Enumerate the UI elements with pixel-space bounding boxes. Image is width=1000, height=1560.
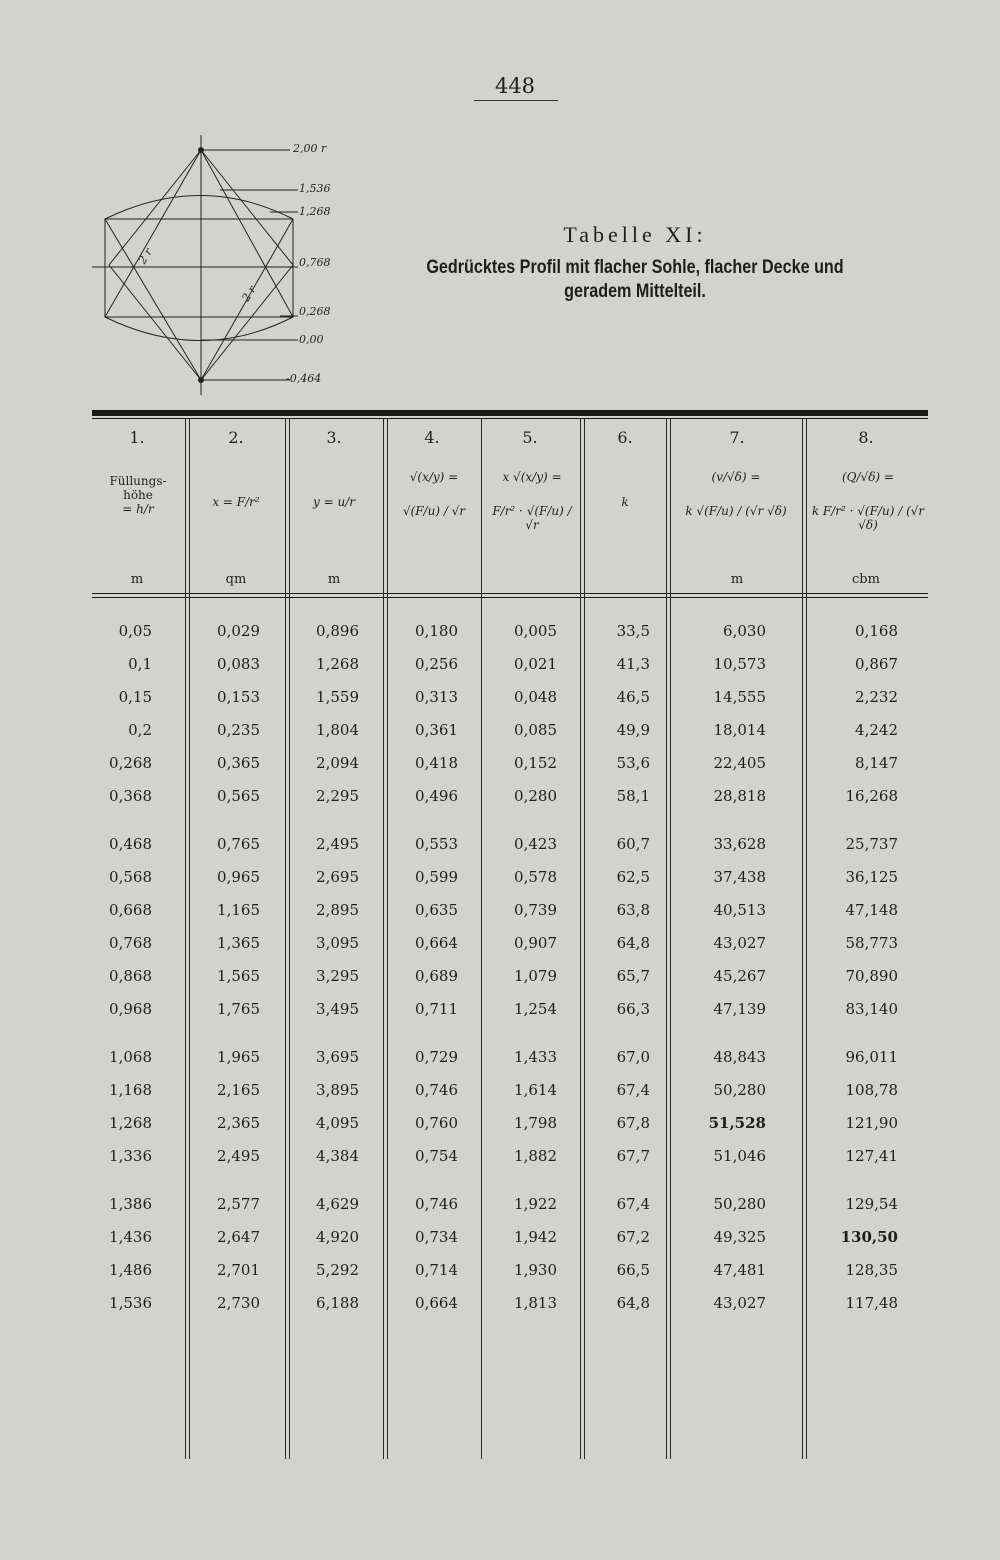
table-cell: 1,614 <box>514 1081 557 1099</box>
table-row-label: 0,2 <box>128 721 152 739</box>
table-cell: 0,153 <box>217 688 260 706</box>
table-subtitle-line: Gedrücktes Profil mit flacher Sohle, flacher Decke und <box>426 257 844 278</box>
table-cell: 8,147 <box>855 754 898 772</box>
table-cell: 67,8 <box>616 1114 650 1132</box>
table-cell: 0,365 <box>217 754 260 772</box>
column-header: x = F/r² <box>212 495 260 509</box>
table-cell: 0,256 <box>415 655 458 673</box>
table-cell: 2,730 <box>217 1294 260 1312</box>
table-cell: 3,495 <box>316 1000 359 1018</box>
table-row-label: 0,05 <box>118 622 152 640</box>
table-row-label: 1,336 <box>109 1147 152 1165</box>
table-cell: 47,148 <box>845 901 898 919</box>
diagram-label: 1,536 <box>299 182 331 195</box>
table-cell: 0,664 <box>415 934 458 952</box>
table-cell: 0,280 <box>514 787 557 805</box>
table-cell: 51,528 <box>708 1114 766 1132</box>
table-cell: 67,4 <box>616 1195 650 1213</box>
table-row-label: 0,668 <box>109 901 152 919</box>
table-cell: 1,254 <box>514 1000 557 1018</box>
table-cell: 62,5 <box>616 868 650 886</box>
profile-diagram <box>80 130 360 400</box>
table-cell: 1,922 <box>514 1195 557 1213</box>
table-row-label: 0,1 <box>128 655 152 673</box>
table-cell: 2,232 <box>855 688 898 706</box>
column-number: 5. <box>522 428 538 447</box>
table-cell: 1,565 <box>217 967 260 985</box>
table-cell: 128,35 <box>845 1261 898 1279</box>
diagram-label: 0,268 <box>299 305 331 318</box>
table-cell: 47,481 <box>713 1261 766 1279</box>
table-cell: 43,027 <box>713 1294 766 1312</box>
table-cell: 36,125 <box>845 868 898 886</box>
column-unit: m <box>130 572 144 587</box>
table-cell: 1,268 <box>316 655 359 673</box>
table-cell: 0,867 <box>855 655 898 673</box>
table-row-label: 0,568 <box>109 868 152 886</box>
table-cell: 64,8 <box>616 1294 650 1312</box>
page-number: 448 <box>494 74 536 98</box>
table-cell: 0,005 <box>514 622 557 640</box>
table-cell: 0,553 <box>415 835 458 853</box>
table-cell: 2,495 <box>316 835 359 853</box>
table-cell: 0,746 <box>415 1081 458 1099</box>
table-cell: 0,085 <box>514 721 557 739</box>
table-cell: 0,496 <box>415 787 458 805</box>
table-cell: 49,325 <box>713 1228 766 1246</box>
table-row-label: 0,15 <box>118 688 152 706</box>
table-cell: 4,920 <box>316 1228 359 1246</box>
table-cell: 4,095 <box>316 1114 359 1132</box>
table-cell: 1,165 <box>217 901 260 919</box>
title-block <box>350 222 920 304</box>
table-cell: 0,021 <box>514 655 557 673</box>
table-row-label: 1,268 <box>109 1114 152 1132</box>
table-cell: 2,094 <box>316 754 359 772</box>
table-cell: 51,046 <box>713 1147 766 1165</box>
table-row-label: 0,268 <box>109 754 152 772</box>
table-cell: 0,729 <box>415 1048 458 1066</box>
table-row-label: 1,168 <box>109 1081 152 1099</box>
column-header: Füllungs- höhe = h/r <box>109 474 167 516</box>
table-cell: 0,734 <box>415 1228 458 1246</box>
table-cell: 66,3 <box>616 1000 650 1018</box>
diagram-label: 0,00 <box>299 333 324 346</box>
table-cell: 67,0 <box>616 1048 650 1066</box>
table-cell: 2,895 <box>316 901 359 919</box>
bottom-vertex <box>198 377 204 383</box>
table-row-label: 0,768 <box>109 934 152 952</box>
table-cell: 127,41 <box>845 1147 898 1165</box>
table-cell: 83,140 <box>845 1000 898 1018</box>
table-cell: 46,5 <box>616 688 650 706</box>
diagram-label: 1,268 <box>299 205 331 218</box>
column-header: y = u/r <box>313 495 355 509</box>
table-cell: 0,760 <box>415 1114 458 1132</box>
table-row-label: 1,068 <box>109 1048 152 1066</box>
table-cell: 53,6 <box>616 754 650 772</box>
top-vertex <box>198 147 204 153</box>
table-cell: 2,495 <box>217 1147 260 1165</box>
table-cell: 6,188 <box>316 1294 359 1312</box>
table-cell: 0,168 <box>855 622 898 640</box>
table-cell: 48,843 <box>713 1048 766 1066</box>
table-cell: 47,139 <box>713 1000 766 1018</box>
table-cell: 0,689 <box>415 967 458 985</box>
table-cell: 33,628 <box>713 835 766 853</box>
table-cell: 1,930 <box>514 1261 557 1279</box>
table-cell: 2,365 <box>217 1114 260 1132</box>
page-number-rule <box>474 100 558 101</box>
column-divider <box>670 419 671 1459</box>
table-cell: 70,890 <box>845 967 898 985</box>
table-cell: 121,90 <box>845 1114 898 1132</box>
column-unit: m <box>730 572 744 587</box>
table-cell: 0,896 <box>316 622 359 640</box>
table-cell: 0,765 <box>217 835 260 853</box>
table-cell: 0,048 <box>514 688 557 706</box>
table-cell: 66,5 <box>616 1261 650 1279</box>
table-cell: 50,280 <box>713 1081 766 1099</box>
table-cell: 1,365 <box>217 934 260 952</box>
table-cell: 67,4 <box>616 1081 650 1099</box>
table-row-label: 1,486 <box>109 1261 152 1279</box>
table-cell: 0,029 <box>217 622 260 640</box>
top-arc <box>105 196 293 220</box>
table-cell: 43,027 <box>713 934 766 952</box>
table-cell: 10,573 <box>713 655 766 673</box>
table-cell: 3,295 <box>316 967 359 985</box>
column-divider <box>806 419 807 1459</box>
table-top-rule <box>92 410 928 416</box>
table-cell: 4,384 <box>316 1147 359 1165</box>
column-header: x √(x/y) = F/r² · √(F/u) / √r <box>492 470 572 532</box>
table-cell: 5,292 <box>316 1261 359 1279</box>
table-cell: 16,268 <box>845 787 898 805</box>
column-header: √(x/y) = √(F/u) / √r <box>402 470 466 518</box>
table-cell: 1,765 <box>217 1000 260 1018</box>
table-cell: 108,78 <box>845 1081 898 1099</box>
table-cell: 2,165 <box>217 1081 260 1099</box>
column-number: 2. <box>228 428 244 447</box>
table-cell: 1,804 <box>316 721 359 739</box>
table-cell: 64,8 <box>616 934 650 952</box>
table-cell: 3,695 <box>316 1048 359 1066</box>
table-cell: 2,695 <box>316 868 359 886</box>
table-cell: 0,714 <box>415 1261 458 1279</box>
table-row-label: 0,368 <box>109 787 152 805</box>
table-cell: 1,559 <box>316 688 359 706</box>
table-cell: 2,701 <box>217 1261 260 1279</box>
table-cell: 2,647 <box>217 1228 260 1246</box>
table-row-label: 0,868 <box>109 967 152 985</box>
table-cell: 2,577 <box>217 1195 260 1213</box>
table-cell: 3,095 <box>316 934 359 952</box>
table-cell: 0,739 <box>514 901 557 919</box>
column-number: 6. <box>617 428 633 447</box>
table-cell: 1,965 <box>217 1048 260 1066</box>
table-cell: 0,746 <box>415 1195 458 1213</box>
table-cell: 25,737 <box>845 835 898 853</box>
table-cell: 1,882 <box>514 1147 557 1165</box>
column-unit: cbm <box>852 572 880 587</box>
table-cell: 0,083 <box>217 655 260 673</box>
table-cell: 0,711 <box>415 1000 458 1018</box>
table-cell: 0,418 <box>415 754 458 772</box>
table-cell: 37,438 <box>713 868 766 886</box>
table-cell: 1,813 <box>514 1294 557 1312</box>
diagram-label: -0,464 <box>286 372 322 385</box>
table-row-label: 1,536 <box>109 1294 152 1312</box>
column-divider <box>802 419 803 1459</box>
table-cell: 0,907 <box>514 934 557 952</box>
table-cell: 0,578 <box>514 868 557 886</box>
radius-label: 2 r <box>239 283 259 304</box>
table-cell: 58,773 <box>845 934 898 952</box>
table-cell: 65,7 <box>616 967 650 985</box>
table-cell: 67,2 <box>616 1228 650 1246</box>
column-number: 8. <box>858 428 874 447</box>
table-cell: 0,152 <box>514 754 557 772</box>
table-cell: 117,48 <box>845 1294 898 1312</box>
column-header: (Q/√δ) = k F/r² · √(F/u) / (√r √δ) <box>811 470 925 532</box>
table-cell: 0,423 <box>514 835 557 853</box>
table-cell: 0,361 <box>415 721 458 739</box>
table-cell: 4,629 <box>316 1195 359 1213</box>
table-cell: 6,030 <box>723 622 766 640</box>
bottom-arc <box>105 317 293 341</box>
table-cell: 58,1 <box>616 787 650 805</box>
table-cell: 1,433 <box>514 1048 557 1066</box>
table-cell: 0,565 <box>217 787 260 805</box>
column-number: 1. <box>129 428 145 447</box>
table-cell: 50,280 <box>713 1195 766 1213</box>
column-number: 7. <box>729 428 745 447</box>
column-header: (v/√δ) = k √(F/u) / (√r √δ) <box>685 470 787 518</box>
table-cell: 0,599 <box>415 868 458 886</box>
table-cell: 41,3 <box>616 655 650 673</box>
table-row-label: 1,386 <box>109 1195 152 1213</box>
column-divider <box>666 419 667 1459</box>
column-unit: m <box>327 572 341 587</box>
table-cell: 14,555 <box>713 688 766 706</box>
table-cell: 0,180 <box>415 622 458 640</box>
table-row-label: 1,436 <box>109 1228 152 1246</box>
diagram-label: 0,768 <box>299 256 331 269</box>
table-cell: 60,7 <box>616 835 650 853</box>
radius-label: 2 r <box>135 245 156 267</box>
table-cell: 4,242 <box>855 721 898 739</box>
table-cell: 130,50 <box>840 1228 898 1246</box>
table-cell: 1,942 <box>514 1228 557 1246</box>
table-cell: 96,011 <box>845 1048 898 1066</box>
table-row-label: 0,968 <box>109 1000 152 1018</box>
table-cell: 0,965 <box>217 868 260 886</box>
table-cell: 0,754 <box>415 1147 458 1165</box>
table-cell: 28,818 <box>713 787 766 805</box>
table-row-label: 0,468 <box>109 835 152 853</box>
table-cell: 67,7 <box>616 1147 650 1165</box>
diagram-label: 2,00 r <box>293 142 327 155</box>
column-header: k <box>621 495 629 509</box>
table-cell: 18,014 <box>713 721 766 739</box>
table-cell: 45,267 <box>713 967 766 985</box>
table-title: Tabelle XI: <box>563 222 707 247</box>
table-cell: 3,895 <box>316 1081 359 1099</box>
table-cell: 0,635 <box>415 901 458 919</box>
table-cell: 2,295 <box>316 787 359 805</box>
table-cell: 63,8 <box>616 901 650 919</box>
table-cell: 40,513 <box>713 901 766 919</box>
column-number: 3. <box>326 428 342 447</box>
table-cell: 129,54 <box>845 1195 898 1213</box>
table-subtitle-line: geradem Mittelteil. <box>564 281 706 302</box>
table-cell: 33,5 <box>616 622 650 640</box>
table-cell: 1,798 <box>514 1114 557 1132</box>
column-unit: qm <box>225 572 247 587</box>
table-cell: 0,235 <box>217 721 260 739</box>
table-cell: 22,405 <box>713 754 766 772</box>
table-cell: 0,664 <box>415 1294 458 1312</box>
column-number: 4. <box>424 428 440 447</box>
table-cell: 49,9 <box>616 721 650 739</box>
table-cell: 1,079 <box>514 967 557 985</box>
table-cell: 0,313 <box>415 688 458 706</box>
